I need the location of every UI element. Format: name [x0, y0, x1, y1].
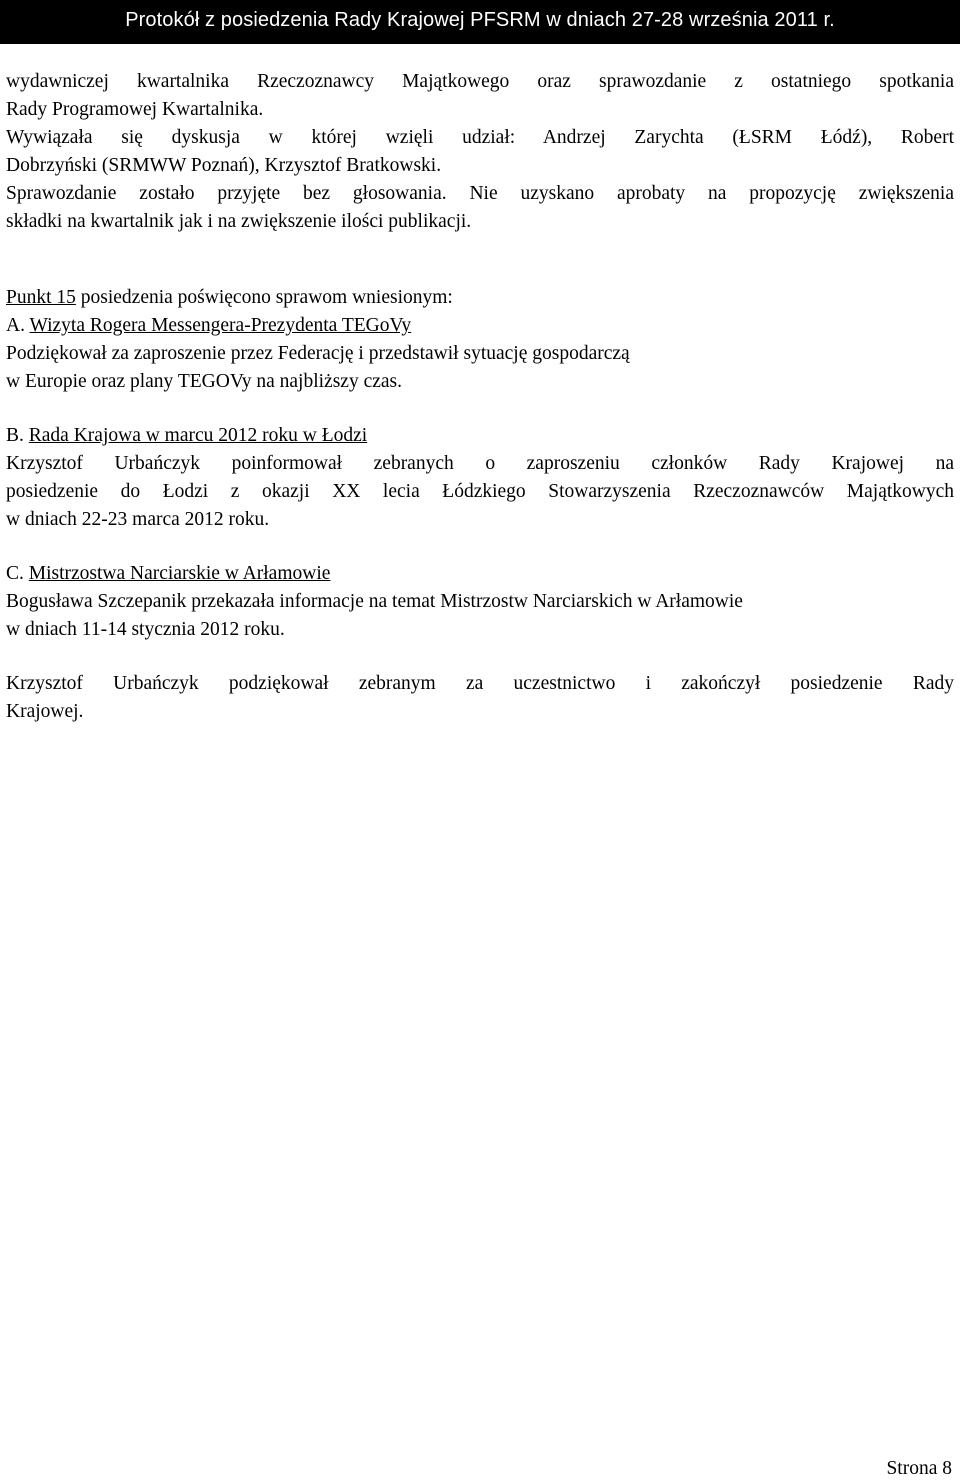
- text-line: składki na kwartalnik jak i na zwiększenie ilości publikacji.: [6, 211, 472, 232]
- spacer: [6, 644, 954, 670]
- section-a: [6, 312, 954, 396]
- section-c: [6, 560, 954, 644]
- text-line: w dniach 11-14 stycznia 2012 roku.: [6, 619, 285, 640]
- section-heading-line: [6, 560, 954, 588]
- text-line: w Europie oraz plany TEGOVy na najbliższy czas.: [6, 371, 403, 392]
- text-line: [6, 284, 954, 312]
- text-line: Dobrzyński (SRMWW Poznań), Krzysztof Bratkowski.: [6, 155, 442, 176]
- paragraph-publishing: [6, 68, 954, 124]
- text-line: Krzysztof Urbańczyk poinformował zebranych o zaproszeniu członków Rady Krajowej na: [6, 453, 954, 474]
- section-heading-line: [6, 422, 954, 450]
- paragraph-closing: [6, 670, 954, 726]
- paragraph-approval: [6, 180, 954, 236]
- section-letter: A.: [6, 315, 30, 336]
- text-line: Bogusława Szczepanik przekazała informacje na temat Mistrzostw Narciarskich w Arłamowie: [6, 591, 743, 612]
- text-line: w dniach 22-23 marca 2012 roku.: [6, 509, 270, 530]
- section-heading: Mistrzostwa Narciarskie w Arłamowie: [28, 563, 331, 584]
- spacer: [6, 236, 954, 284]
- paragraph-punkt-15: [6, 284, 954, 312]
- section-heading: Wizyta Rogera Messengera-Prezydenta TEGoVy: [29, 315, 412, 336]
- spacer: [6, 534, 954, 560]
- spacer: [6, 396, 954, 422]
- punkt-text: posiedzenia poświęcono sprawom wniesionym:: [75, 287, 453, 308]
- text-line: wydawniczej kwartalnika Rzeczoznawcy Majątkowego oraz sprawozdanie z ostatniego spotkania: [6, 71, 954, 92]
- section-b: [6, 422, 954, 534]
- section-heading-line: [6, 312, 954, 340]
- section-letter: C.: [6, 563, 29, 584]
- section-letter: B.: [6, 425, 29, 446]
- paragraph-discussion: [6, 124, 954, 180]
- document-header-title: Protokół z posiedzenia Rady Krajowej PFSRM w dniach 27-28 września 2011 r.: [125, 9, 835, 31]
- text-line: posiedzenie do Łodzi z okazji XX lecia Łódzkiego Stowarzyszenia Rzeczoznawców Majątkowych: [6, 481, 954, 502]
- text-line: Podziękował za zaproszenie przez Federację i przedstawił sytuację gospodarczą: [6, 343, 630, 364]
- text-line: Krzysztof Urbańczyk podziękował zebranym za uczestnictwo i zakończył posiedzenie Rady: [6, 673, 954, 694]
- text-line: Wywiązała się dyskusja w której wzięli udział: Andrzej Zarychta (ŁSRM Łódź), Robert: [6, 127, 954, 148]
- page-number: Strona 8: [886, 1458, 952, 1479]
- text-line: Krajowej.: [6, 701, 84, 722]
- text-line: Rady Programowej Kwartalnika.: [6, 99, 264, 120]
- text-line: Sprawozdanie zostało przyjęte bez głosowania. Nie uzyskano aprobaty na propozycję zwiększenia: [6, 183, 954, 204]
- document-body: [6, 68, 954, 726]
- section-heading: Rada Krajowa w marcu 2012 roku w Łodzi: [28, 425, 368, 446]
- punkt-label: Punkt 15: [6, 287, 76, 308]
